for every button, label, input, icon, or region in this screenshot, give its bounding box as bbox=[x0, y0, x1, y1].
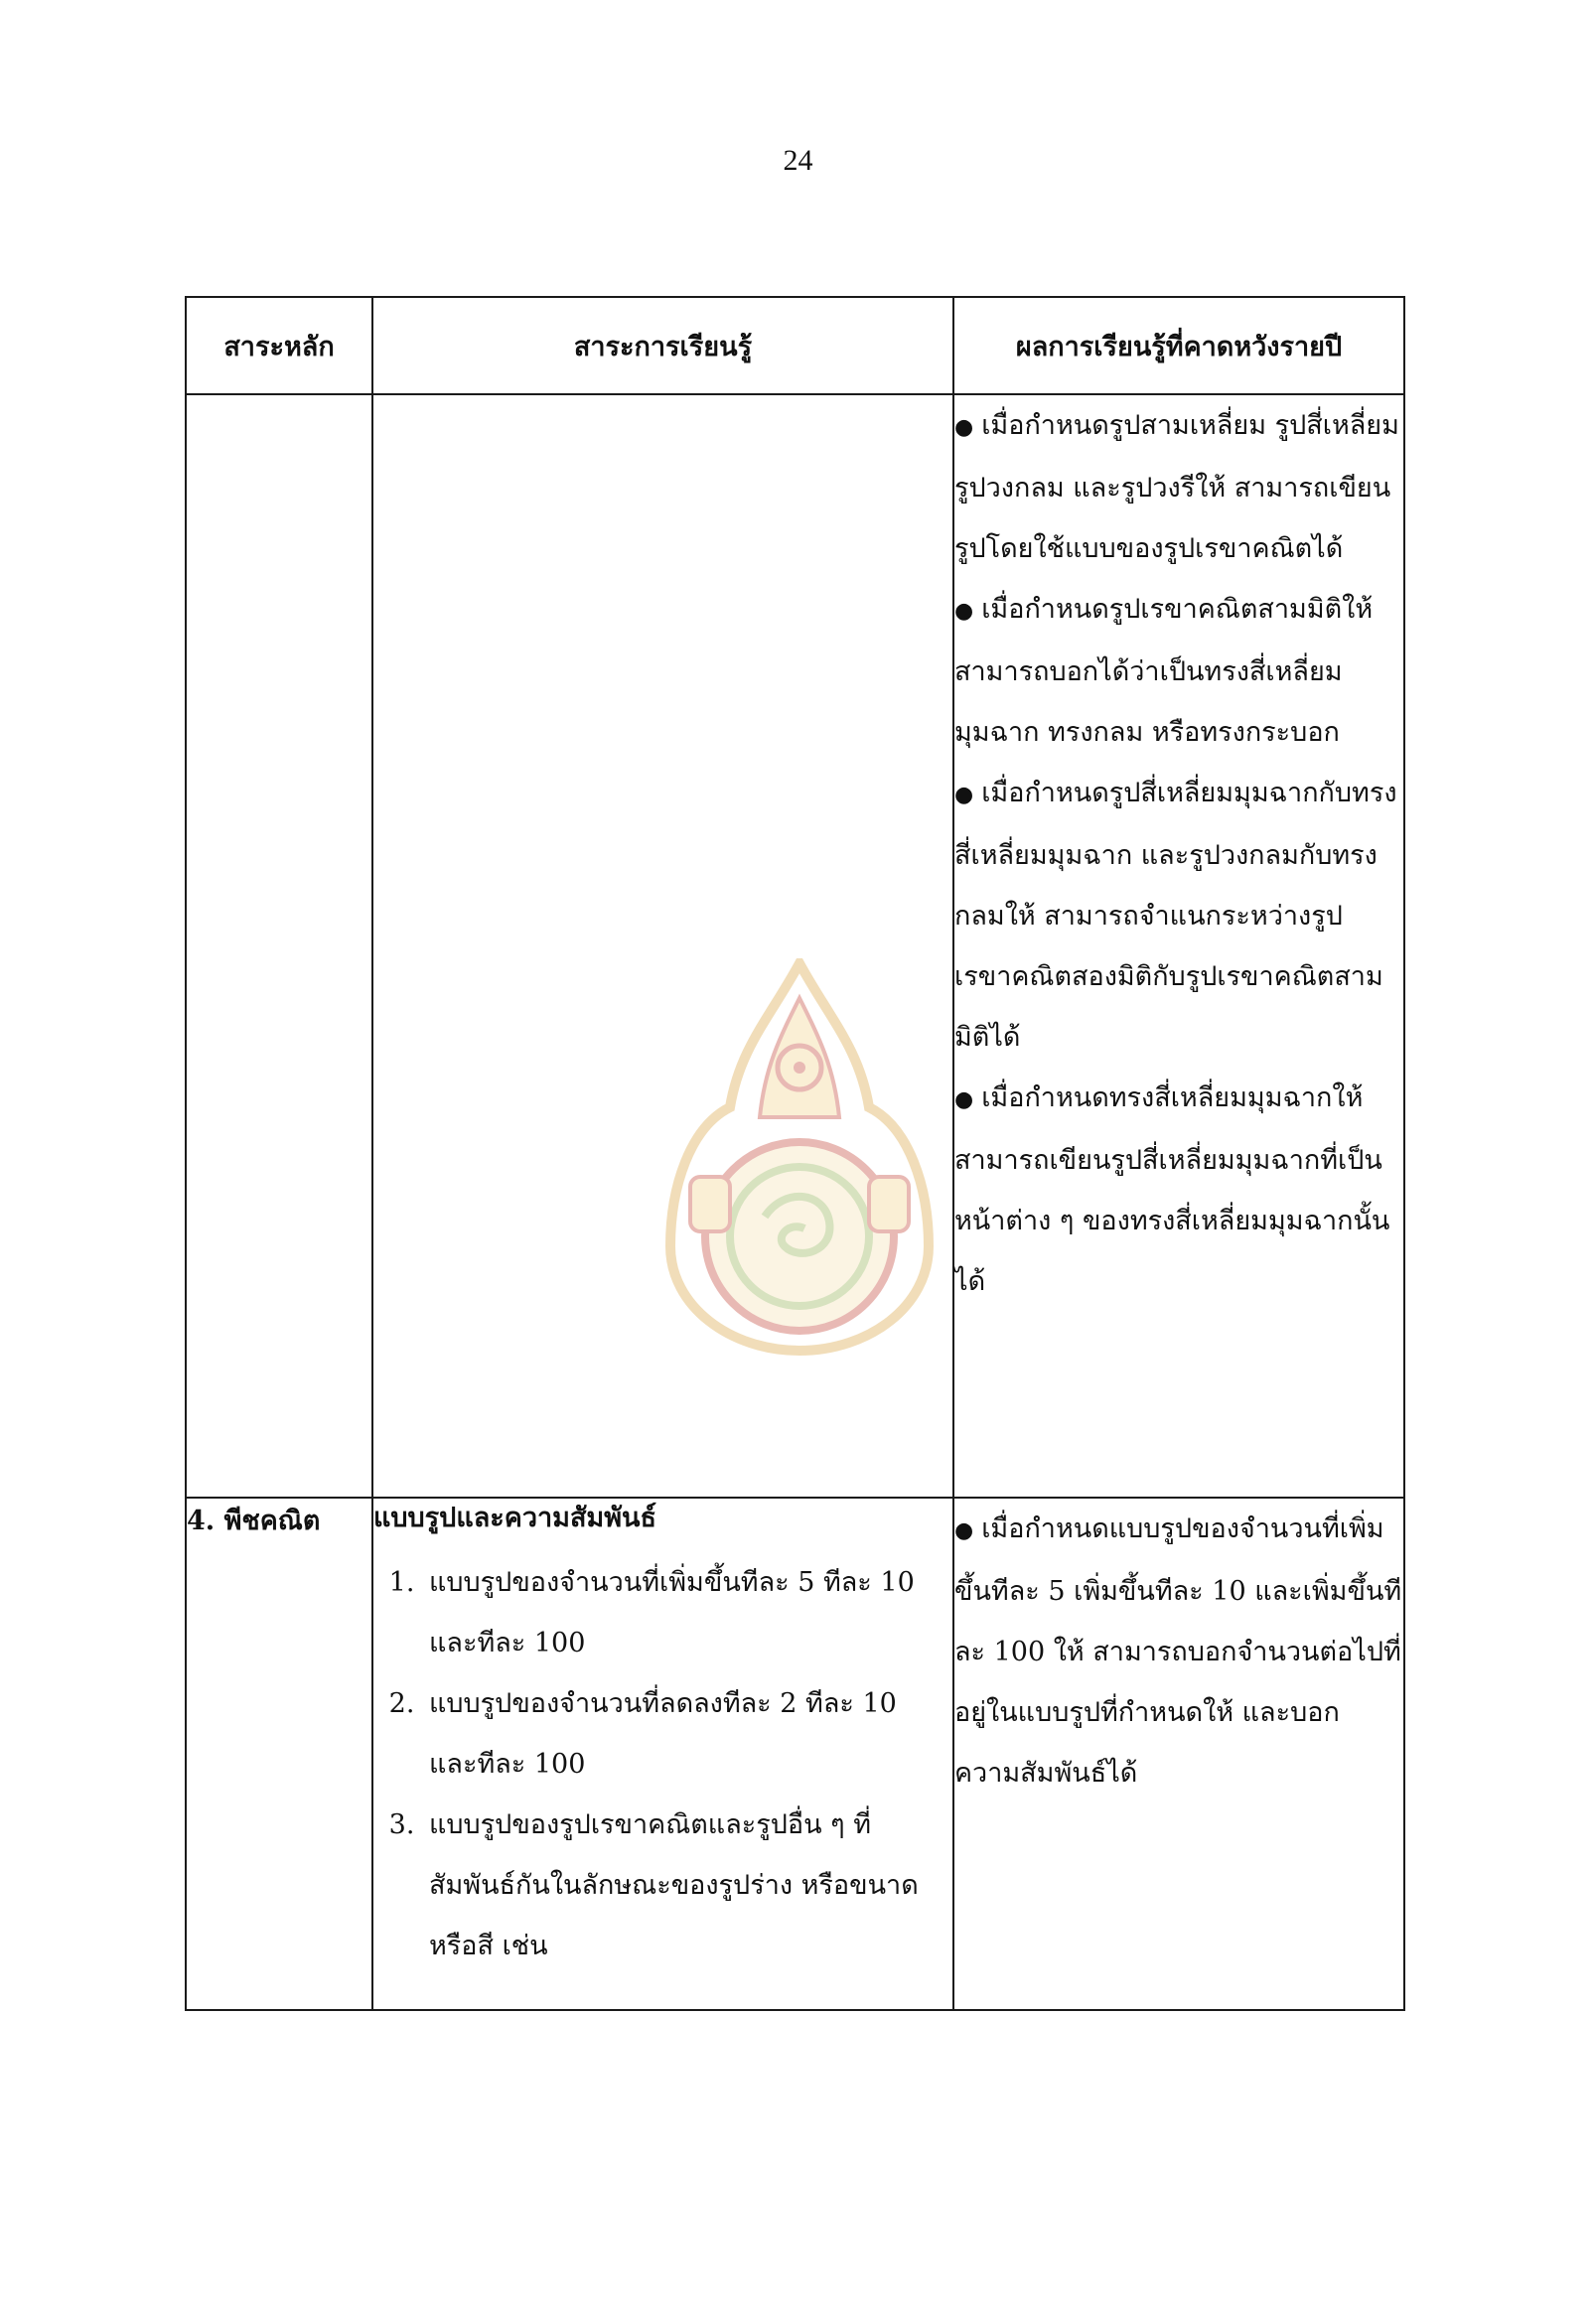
table-row bbox=[186, 394, 1404, 1498]
list-item: 1. แบบรูปของจำนวนที่เพิ่มขึ้นทีละ 5 ทีละ 10 และทีละ 100 bbox=[423, 1552, 952, 1673]
bullet-icon: ● bbox=[954, 1087, 974, 1112]
table-row bbox=[186, 1498, 1404, 2010]
content-list bbox=[373, 1552, 952, 1976]
outcome-item: ● เมื่อกำหนดรูปสี่เหลี่ยมมุมฉากกับทรงสี่เหลี่ยมมุมฉาก และรูปวงกลมกับทรงกลมให้ สามารถจำแนกระหว่างรูปเรขาคณิตสองมิติกับรูปเรขาคณิตสามมิติได้ bbox=[954, 778, 1397, 1053]
page-number: 24 bbox=[783, 144, 813, 177]
content-cell bbox=[372, 394, 953, 1498]
curriculum-table bbox=[185, 296, 1405, 2011]
list-item: 2. แบบรูปของจำนวนที่ลดลงทีละ 2 ทีละ 10 และทีละ 100 bbox=[423, 1673, 952, 1795]
bullet-icon: ● bbox=[954, 783, 974, 807]
bullet-icon: ● bbox=[954, 1518, 974, 1543]
header-learning-content: สาระการเรียนรู้ bbox=[372, 297, 953, 394]
outcomes-cell bbox=[953, 1498, 1404, 2010]
outcome-item: ● เมื่อกำหนดรูปเรขาคณิตสามมิติให้ สามารถบอกได้ว่าเป็นทรงสี่เหลี่ยมมุมฉาก ทรงกลม หรือทรงกระบอก bbox=[954, 594, 1374, 748]
outcome-item: ● เมื่อกำหนดทรงสี่เหลี่ยมมุมฉากให้ สามารถเขียนรูปสี่เหลี่ยมมุมฉากที่เป็นหน้าต่าง ๆ ของทรงสี่เหลี่ยมมุมฉากนั้นได้ bbox=[954, 1082, 1390, 1297]
bullet-icon: ● bbox=[954, 415, 974, 440]
subject-cell: 4. พีชคณิต bbox=[186, 1498, 372, 2010]
header-expected-outcomes: ผลการเรียนรู้ที่คาดหวังรายปี bbox=[953, 297, 1404, 394]
content-cell bbox=[372, 1498, 953, 2010]
subject-cell bbox=[186, 394, 372, 1498]
header-main-strand: สาระหลัก bbox=[186, 297, 372, 394]
bullet-icon: ● bbox=[954, 599, 974, 624]
list-item: 3. แบบรูปของรูปเรขาคณิตและรูปอื่น ๆ ที่สัมพันธ์กันในลักษณะของรูปร่าง หรือขนาด หรือสี เช่น bbox=[423, 1795, 952, 1976]
content-heading: แบบรูปและความสัมพันธ์ bbox=[373, 1503, 656, 1533]
outcomes-cell bbox=[953, 394, 1404, 1498]
table-header-row bbox=[186, 297, 1404, 394]
outcome-item: ● เมื่อกำหนดแบบรูปของจำนวนที่เพิ่มขึ้นทีละ 5 เพิ่มขึ้นทีละ 10 และเพิ่มขึ้นทีละ 100 ให้ สามารถบอกจำนวนต่อไปที่อยู่ในแบบรูปที่กำหนดให้ และบอกความสัมพันธ์ได้ bbox=[954, 1513, 1402, 1789]
outcome-item: ● เมื่อกำหนดรูปสามเหลี่ยม รูปสี่เหลี่ยม รูปวงกลม และรูปวงรีให้ สามารถเขียนรูปโดยใช้แบบของรูปเรขาคณิตได้ bbox=[954, 410, 1399, 564]
